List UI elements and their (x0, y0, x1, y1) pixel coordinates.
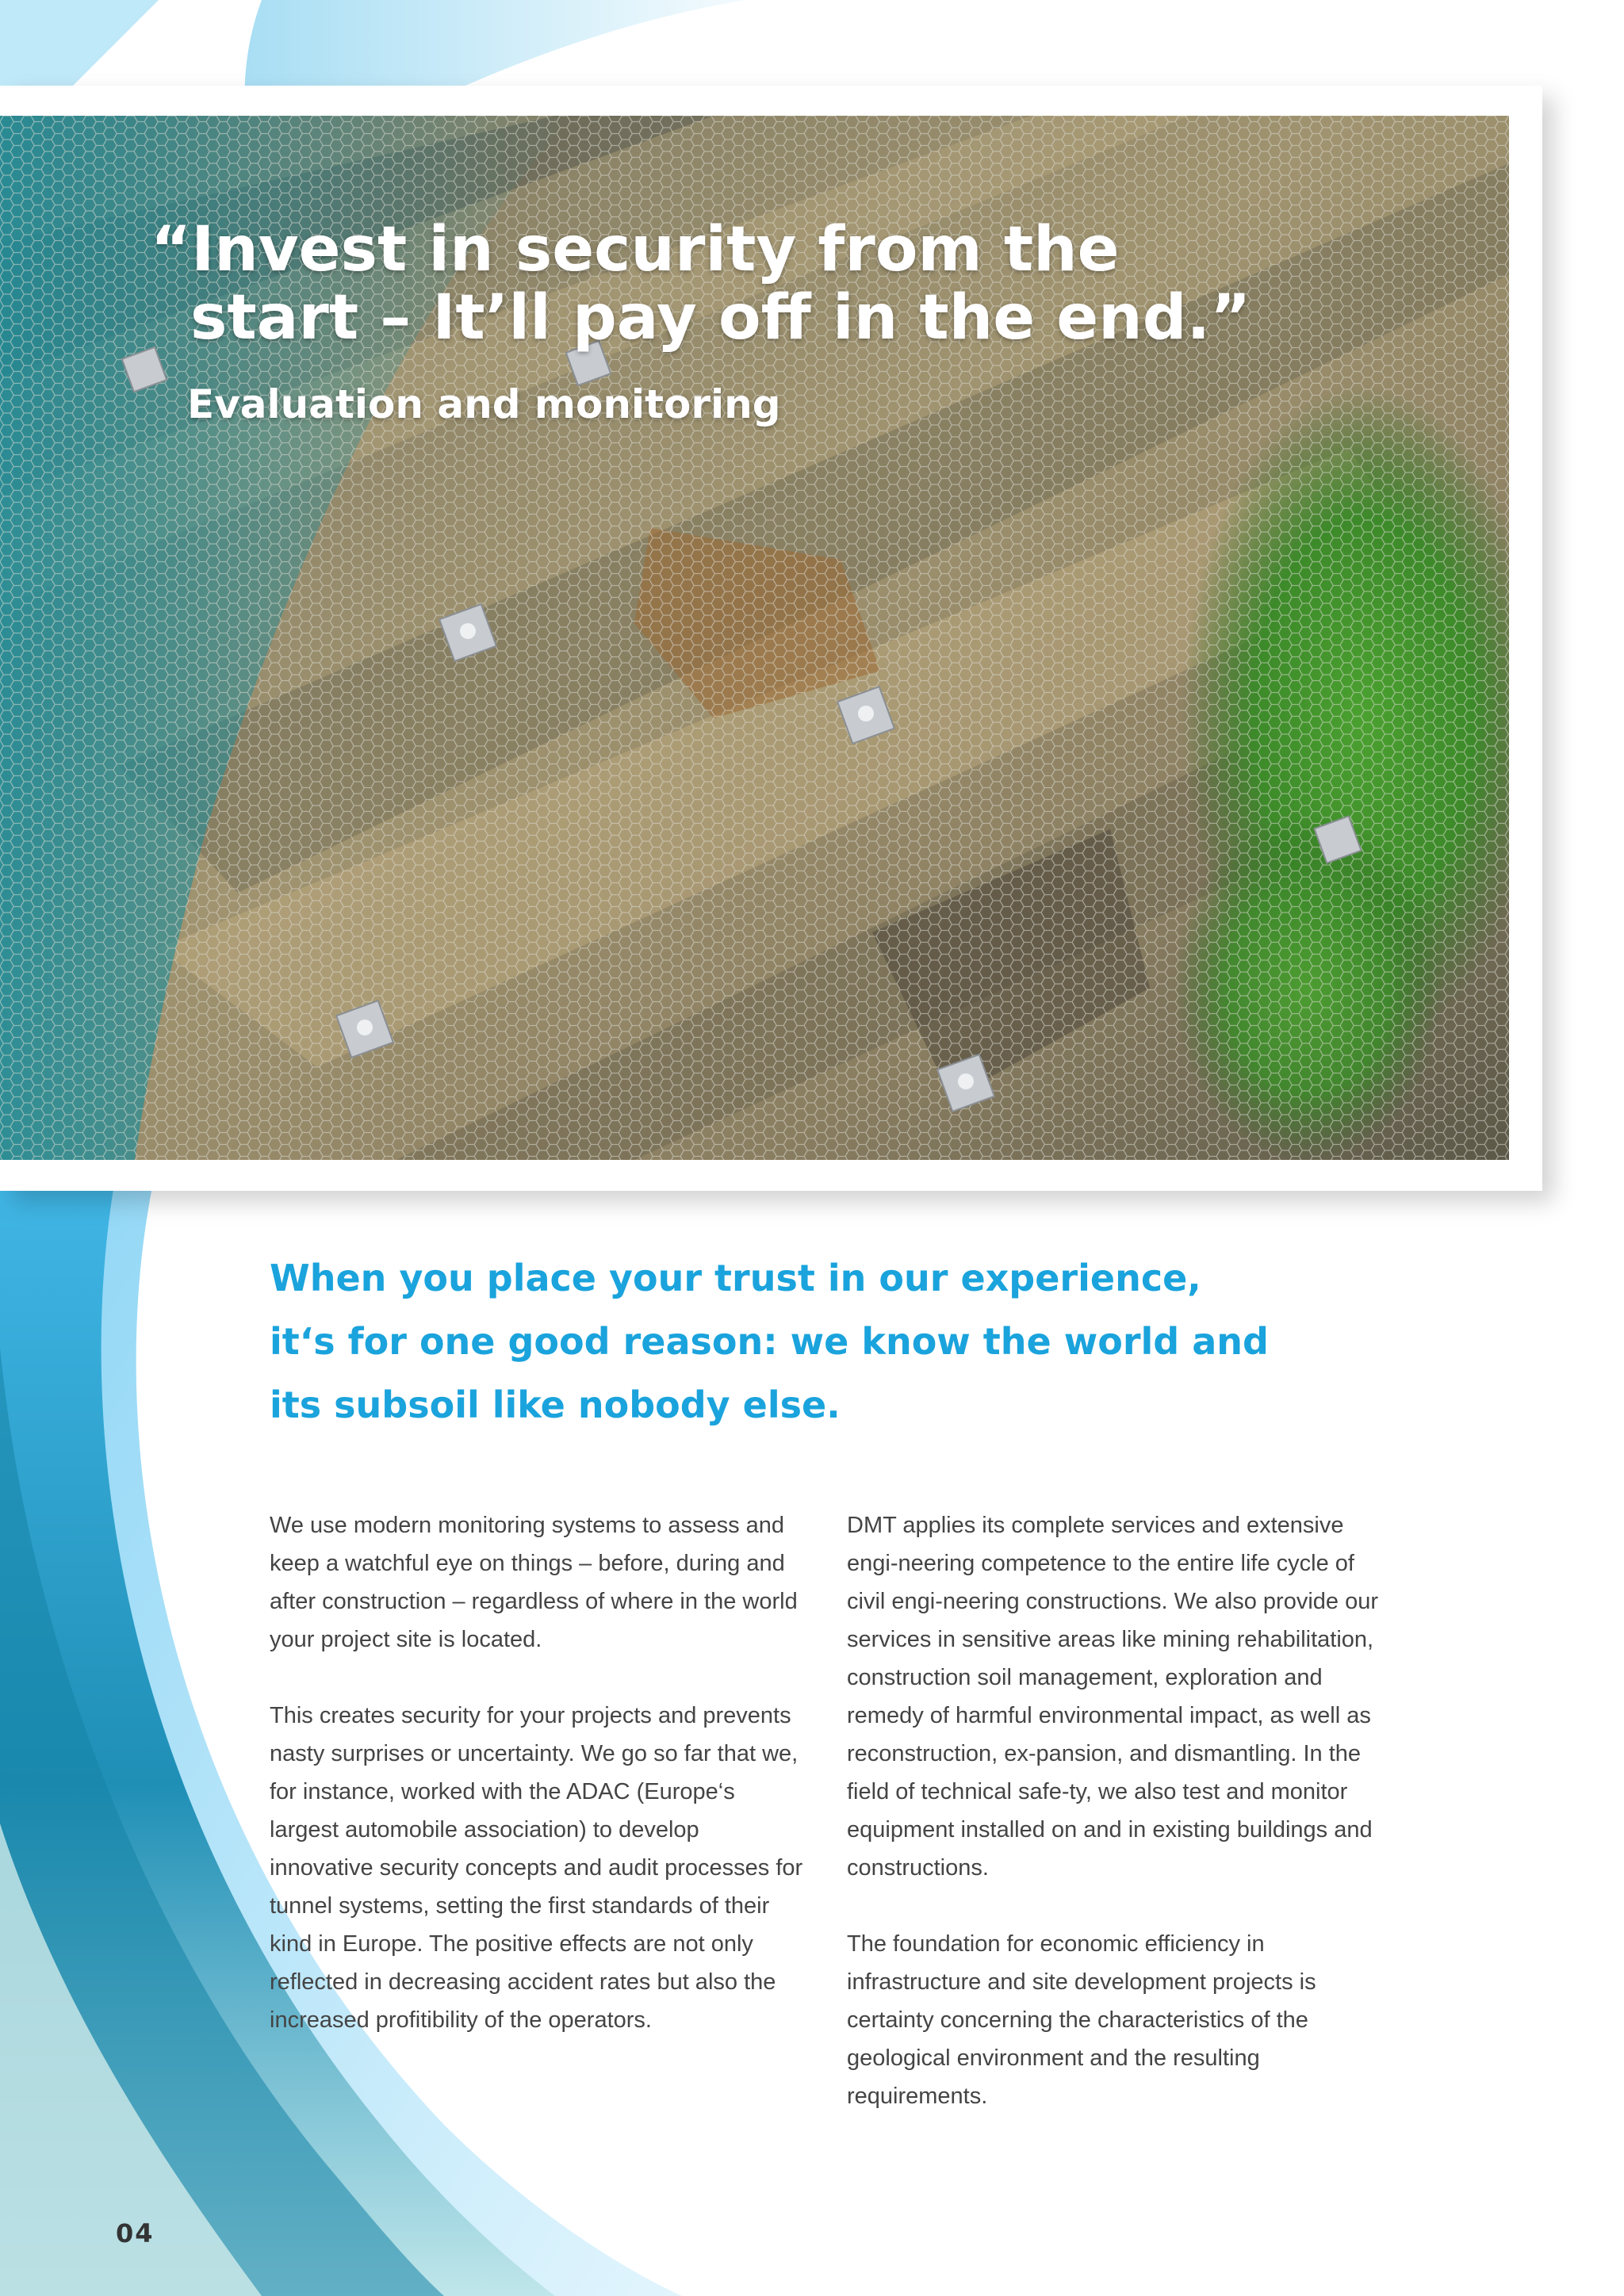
lead-line-3: its subsoil like nobody else. (270, 1383, 841, 1426)
lead-line-1: When you place your trust in our experience, (270, 1257, 1201, 1299)
lead-statement (270, 1246, 1300, 1437)
section-subtitle: Evaluation and monitoring (187, 381, 781, 427)
body-left-paragraph-1: We use modern monitoring systems to assess and keep a watchful eye on things – before, during and after construction – regardless of where in the world your project site is located. (270, 1513, 798, 1652)
lead-line-2: it‘s for one good reason: we know the world and (270, 1320, 1269, 1363)
headline-quote (151, 216, 1251, 352)
body-left-paragraph-2: This creates security for your projects and prevents nasty surprises or uncertainty. We go so far that we, for instance, worked with the ADAC (Europe‘s largest automobile association) to develop innovative security concepts and audit processes for tunnel systems, setting the first standards of their kind in Europe. The positive effects are not only reflected in decreasing accident rates but also the increased profitibility of the operators. (270, 1703, 803, 2033)
body-right-paragraph-1: DMT applies its complete services and extensive engi-neering competence to the entire life cycle of civil engi-neering constructions. We also provide our services in sensitive areas like mining rehabilitation, construction soil management, exploration and remedy of harmful environmental impact, as well as reconstruction, ex-pansion, and dismantling. In the field of technical safe-ty, we also test and monitor equipment installed on and in existing buildings and constructions. (847, 1513, 1379, 1881)
page-number: 04 (116, 2218, 155, 2248)
body-right-paragraph-2: The foundation for economic efficiency in infrastructure and site development projects is certainty concerning the characteristics of the geological environment and the resulting requirements. (847, 1931, 1316, 2109)
body-column-left (270, 1506, 809, 2077)
body-column-right (847, 1506, 1386, 2153)
headline-line-1: “Invest in security from the (151, 214, 1120, 285)
headline-line-2: start – It’ll pay off in the end.” (190, 282, 1251, 354)
